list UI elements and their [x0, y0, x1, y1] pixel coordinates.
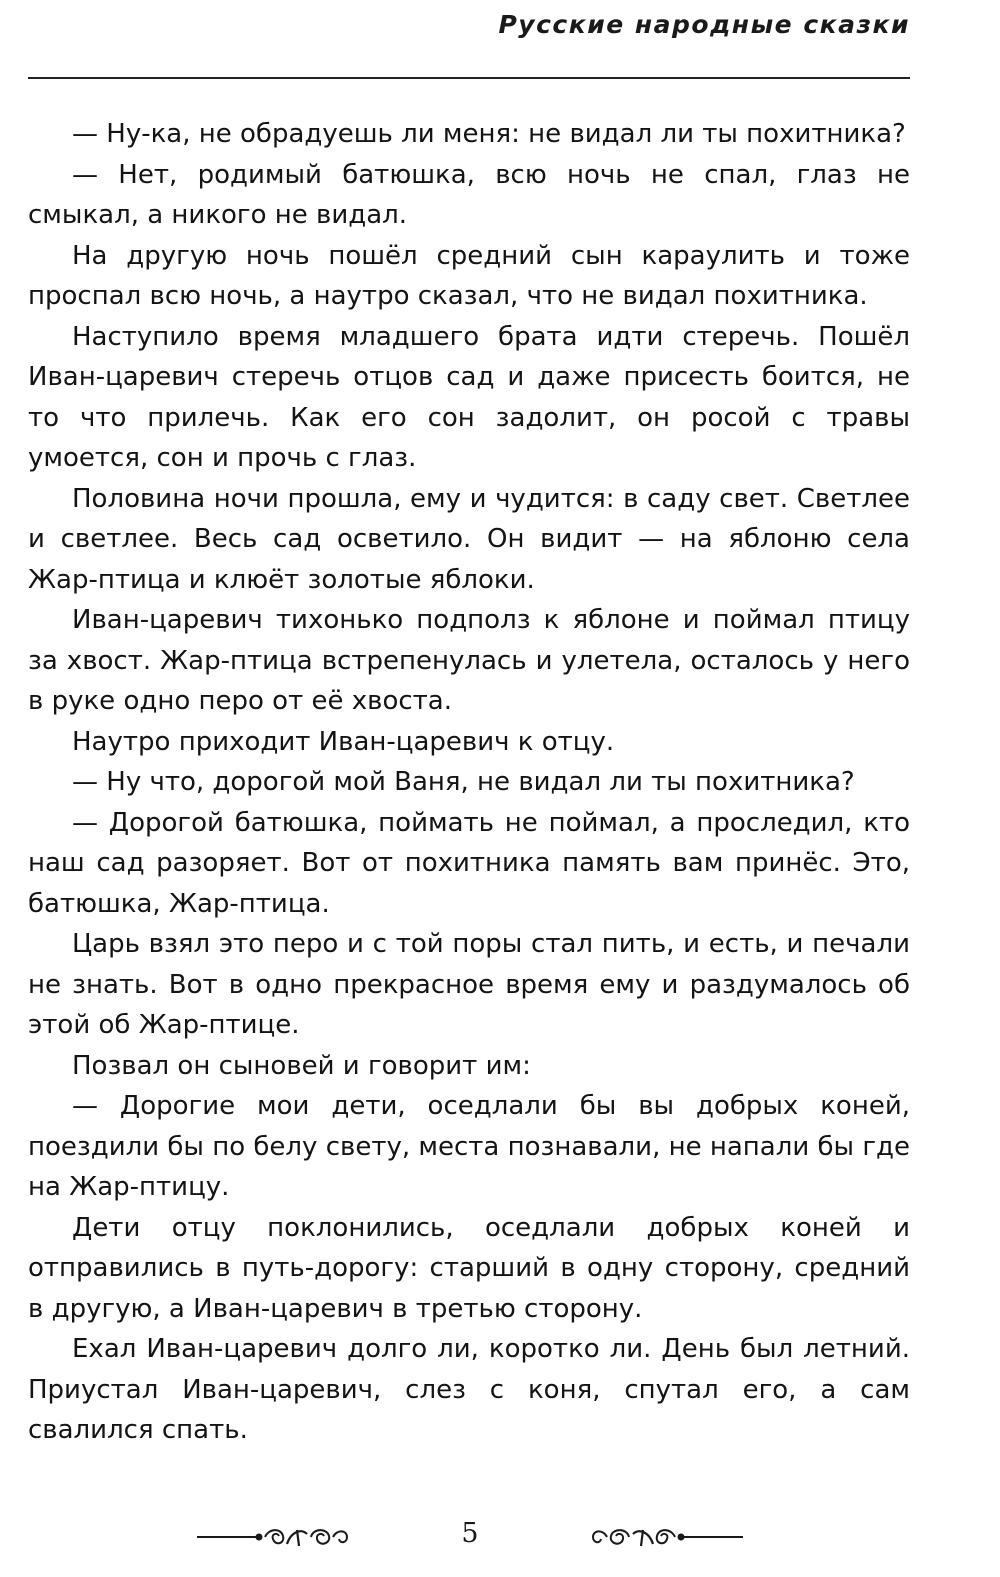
paragraph: — Ну-ка, не обрадуешь ли меня: не видал ли ты похитника? [72, 119, 906, 149]
paragraph: — Нет, родимый батюшка, всю ночь не спал, глаз не смыкал, а никого не видал. [28, 159, 910, 230]
paragraph: Наступило время младшего брата идти стеречь. Пошёл Иван-царевич стеречь отцов сад и даже присесть боится, не то что прилечь. Как его сон задолит, он росой с травы умоется, сон и прочь с глаз. [28, 321, 910, 473]
paragraph: На другую ночь пошёл средний сын караулить и тоже проспал всю ночь, а наутро сказал, что не видал похитника. [28, 240, 910, 311]
page-number: 5 [461, 1518, 479, 1549]
scroll-ornament-icon [195, 1522, 365, 1552]
paragraph: — Ну что, дорогой мой Ваня, не видал ли ты похитника? [72, 767, 855, 797]
page-footer [0, 1518, 1000, 1558]
paragraph: Дети отцу поклонились, оседлали добрых коней и отправились в путь-дорогу: старший в одну сторону, средний в другую, а Иван-царевич в третью сторону. [28, 1212, 910, 1324]
header-divider [28, 77, 910, 79]
paragraph: Позвал он сыновей и говорит им: [72, 1050, 531, 1081]
paragraph: Половина ночи прошла, ему и чудится: в саду свет. Светлее и светлее. Весь сад осветило. Он видит — на яблоню села Жар-птица и клюёт золотые яблоки. [28, 483, 910, 595]
paragraph: — Дорогие мои дети, оседлали бы вы добрых коней, поездили бы по белу свету, места познавали, не напали бы где на Жар-птицу. [28, 1091, 910, 1202]
paragraph: Иван-царевич тихонько подполз к яблоне и поймал птицу за хвост. Жар-птица встрепенулась и улетела, осталось у него в руке одно перо от её хвоста. [28, 605, 910, 716]
paragraph: — Дорогой батюшка, поймать не поймал, а проследил, кто наш сад разоряет. Вот от похитника память вам принёс. Это, батюшка, Жар-птица. [28, 807, 910, 919]
story-text [28, 114, 910, 1451]
paragraph: Ехал Иван-царевич долго ли, коротко ли. День был летний. Приустал Иван-царевич, слез с коня, спутал его, а сам свалился спать. [28, 1334, 910, 1445]
scroll-ornament-icon [575, 1522, 745, 1552]
paragraph: Царь взял это перо и с той поры стал пить, и есть, и печали не знать. Вот в одно прекрасное время ему и раздумалось об этой об Жар-птице. [28, 929, 910, 1040]
paragraph: Наутро приходит Иван-царевич к отцу. [72, 726, 615, 757]
running-header: Русские народные сказки [498, 10, 910, 39]
